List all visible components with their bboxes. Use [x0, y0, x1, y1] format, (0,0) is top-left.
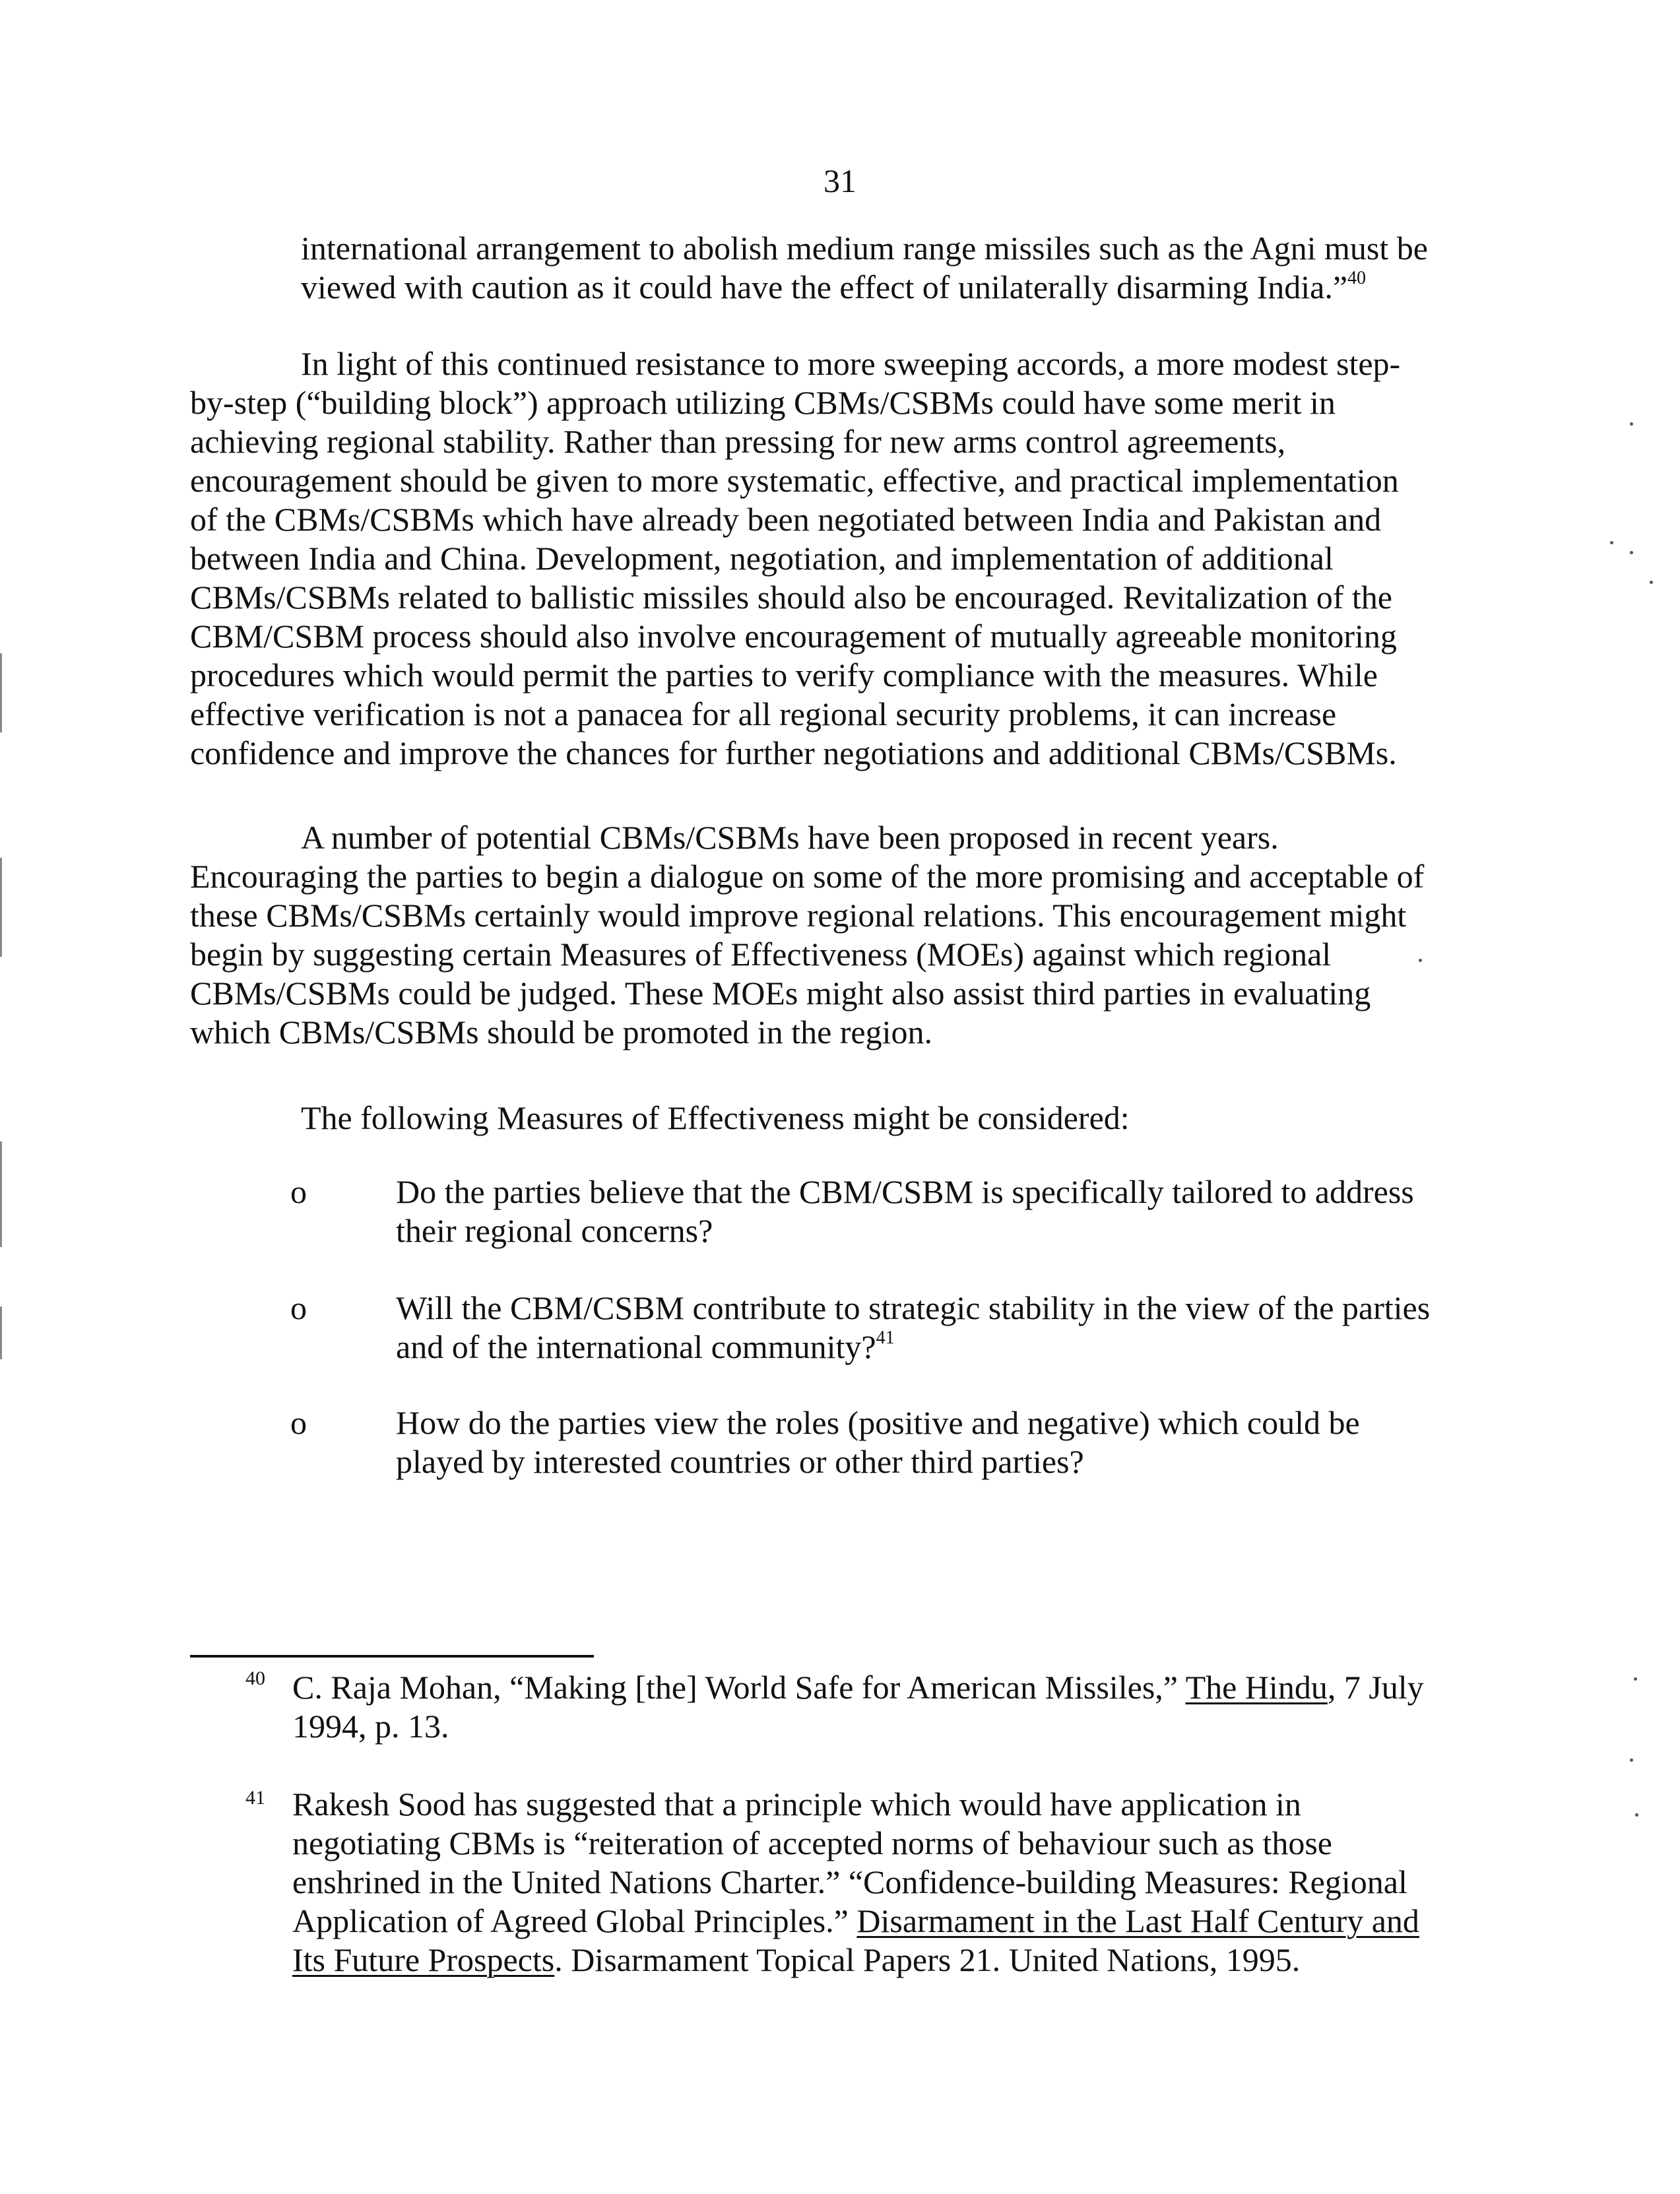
- paragraph-line: CBMs/CSBMs related to ballistic missiles should also be encouraged. Revitalization of the: [190, 579, 1392, 616]
- cited-title: Its Future Prospects: [292, 1941, 555, 1978]
- cited-title: Disarmament in the Last Half Century and: [856, 1902, 1419, 1939]
- bullet-text: [396, 1173, 1414, 1250]
- footnote-number: 40: [245, 1667, 265, 1689]
- scan-edge-mark: [0, 653, 2, 732]
- bullet-marker: o: [290, 1404, 307, 1441]
- paragraph-moe-intro: [301, 1099, 1130, 1138]
- scan-edge-mark: [0, 1142, 2, 1247]
- footnote-line: Its Future Prospects. Disarmament Topical Papers 21. United Nations, 1995.: [292, 1941, 1301, 1978]
- paragraph-line: international arrangement to abolish medium range missiles such as the Agni must be: [301, 230, 1428, 267]
- cited-title: The Hindu: [1185, 1669, 1328, 1706]
- footnote-reference: 40: [1347, 268, 1367, 289]
- scan-edge-mark: [0, 1307, 2, 1359]
- paragraph-line: CBM/CSBM process should also involve encouragement of mutually agreeable monitoring: [190, 618, 1397, 655]
- footnote-number: 41: [245, 1787, 265, 1809]
- paragraph-line: which CBMs/CSBMs should be promoted in the region.: [190, 1014, 932, 1050]
- footnote-line: C. Raja Mohan, “Making [the] World Safe for American Missiles,” The Hindu, 7 July: [292, 1669, 1424, 1706]
- scan-speck: [1419, 959, 1422, 962]
- bullet-marker: o: [290, 1289, 307, 1326]
- paragraph-line: Encouraging the parties to begin a dialogue on some of the more promising and acceptable of: [190, 858, 1425, 895]
- footnote-line: 1994, p. 13.: [292, 1708, 449, 1745]
- paragraph-line: In light of this continued resistance to more sweeping accords, a more modest step-: [301, 345, 1401, 382]
- paragraph-line: viewed with caution as it could have the effect of unilaterally disarming India.”$^{40}$: [301, 268, 1367, 306]
- scan-speck: [1610, 541, 1613, 544]
- paragraph-line: achieving regional stability. Rather than pressing for new arms control agreements,: [190, 423, 1286, 460]
- paragraph-line: between India and China. Development, negotiation, and implementation of additional: [190, 540, 1334, 577]
- bullet-line: Will the CBM/CSBM contribute to strategic stability in the view of the parties: [396, 1289, 1431, 1326]
- paragraph-line: confidence and improve the chances for further negotiations and additional CBMs/CSBMs.: [190, 734, 1397, 771]
- bullet-text: [396, 1289, 1430, 1367]
- bullet-line: played by interested countries or other third parties?: [396, 1443, 1084, 1480]
- bullet-line: their regional concerns?: [396, 1212, 713, 1249]
- scan-speck: [1650, 581, 1653, 584]
- scan-speck: [1630, 1758, 1633, 1762]
- paragraph-continuation: [301, 229, 1428, 307]
- scan-speck: [1634, 1677, 1637, 1681]
- paragraph-line: encouragement should be given to more systematic, effective, and practical implementation: [190, 462, 1399, 499]
- page-number: 31: [824, 162, 856, 199]
- paragraph-cbm-approach: [190, 344, 1400, 773]
- bullet-line: Do the parties believe that the CBM/CSBM is specifically tailored to address: [396, 1173, 1414, 1210]
- bullet-marker: o: [290, 1173, 307, 1210]
- paragraph-line: by-step (“building block”) approach utilizing CBMs/CSBMs could have some merit in: [190, 384, 1336, 421]
- footnote-line: enshrined in the United Nations Charter.” “Confidence-building Measures: Regional: [292, 1863, 1407, 1900]
- paragraph-line: of the CBMs/CSBMs which have already been negotiated between India and Pakistan and: [190, 501, 1382, 538]
- footnote-line: negotiating CBMs is “reiteration of accepted norms of behaviour such as those: [292, 1824, 1332, 1861]
- footnote-text: [292, 1668, 1424, 1746]
- scan-speck: [1630, 551, 1633, 554]
- footnote-line: Application of Agreed Global Principles.” Disarmament in the Last Half Century and: [292, 1902, 1419, 1939]
- footnote-separator: [190, 1655, 594, 1658]
- paragraph-line: effective verification is not a panacea for all regional security problems, it can increase: [190, 695, 1337, 732]
- scan-edge-mark: [0, 858, 2, 957]
- scan-speck: [1635, 1813, 1638, 1817]
- paragraph-line: begin by suggesting certain Measures of Effectiveness (MOEs) against which regional: [190, 936, 1332, 973]
- paragraph-line: procedures which would permit the parties to verify compliance with the measures. While: [190, 657, 1378, 694]
- bullet-text: [396, 1404, 1360, 1481]
- paragraph-line: The following Measures of Effectiveness might be considered:: [301, 1099, 1130, 1136]
- footnote-reference: 41: [876, 1328, 895, 1349]
- paragraph-line: these CBMs/CSBMs certainly would improve regional relations. This encouragement might: [190, 897, 1407, 934]
- bullet-line: and of the international community?$^{41}$: [396, 1328, 895, 1365]
- footnote-text: [292, 1785, 1419, 1980]
- paragraph-potential-cbms: [190, 818, 1424, 1052]
- scan-speck: [1630, 422, 1633, 426]
- paragraph-line: CBMs/CSBMs could be judged. These MOEs might also assist third parties in evaluating: [190, 975, 1371, 1012]
- footnote-line: Rakesh Sood has suggested that a principle which would have application in: [292, 1786, 1301, 1823]
- paragraph-line: A number of potential CBMs/CSBMs have been proposed in recent years.: [301, 819, 1279, 856]
- bullet-line: How do the parties view the roles (positive and negative) which could be: [396, 1404, 1360, 1441]
